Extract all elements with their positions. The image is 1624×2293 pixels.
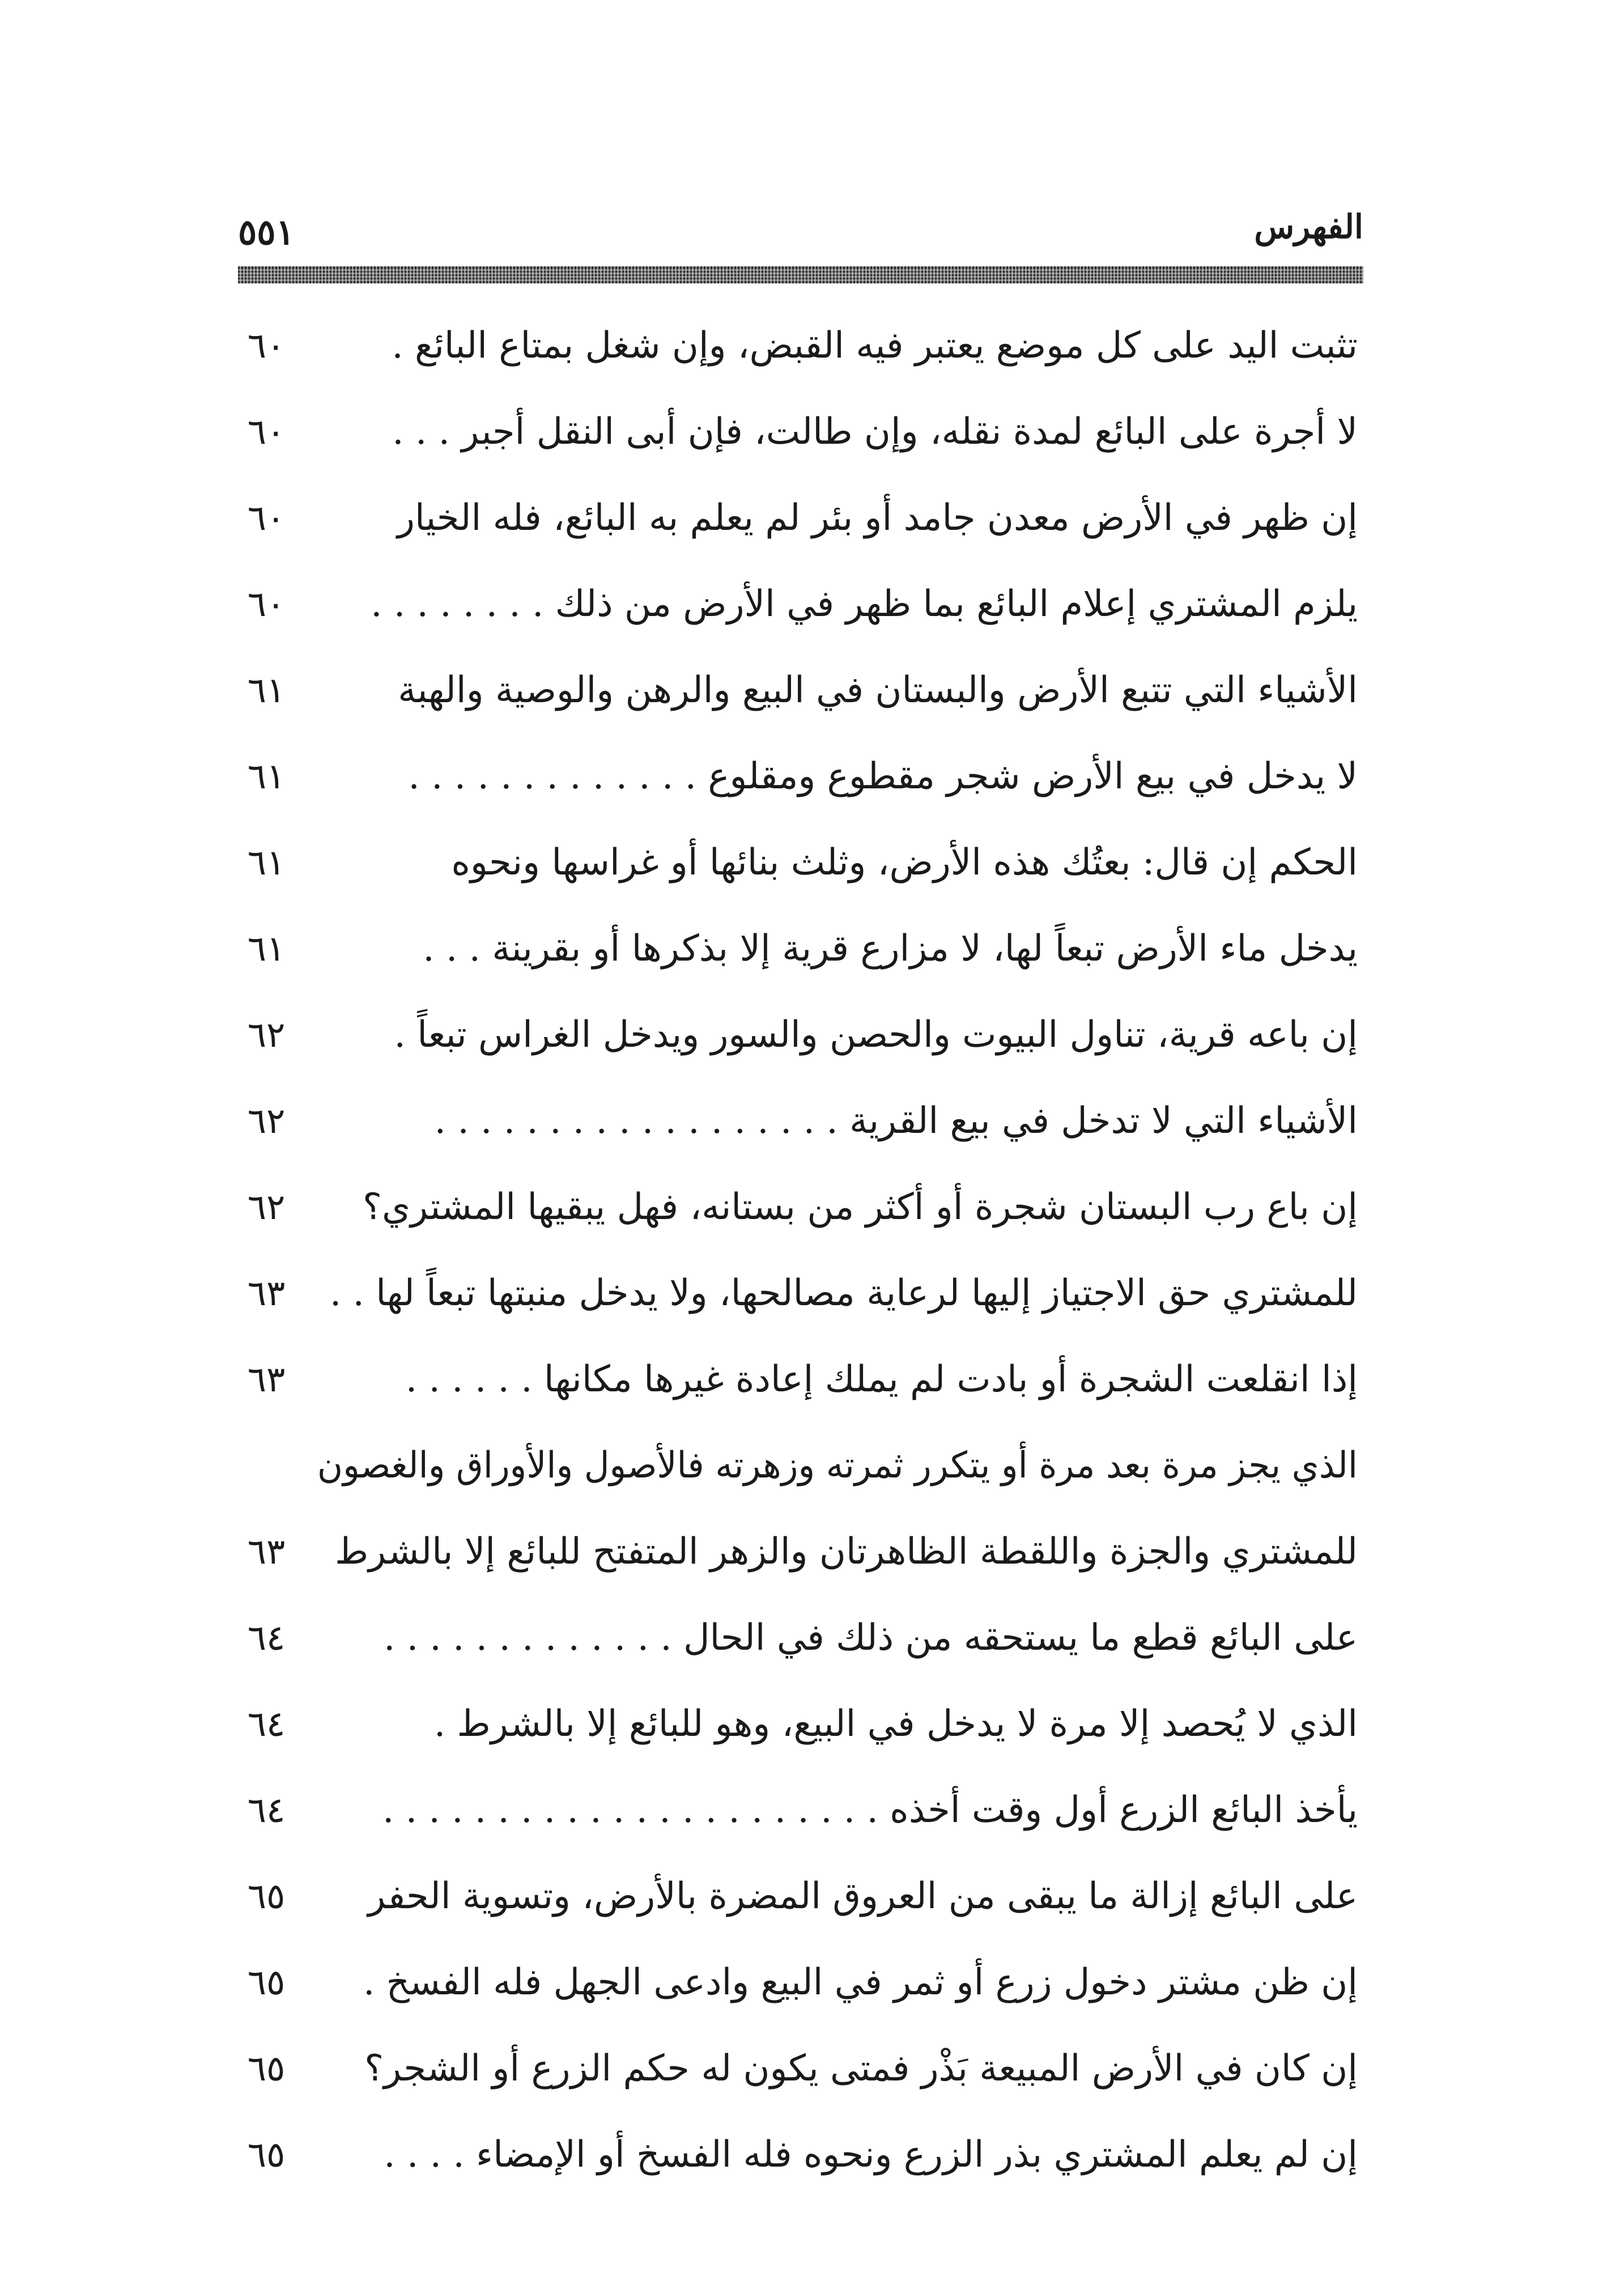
entry-text: يأخذ البائع الزرع أول وقت أخذه . . . . . . . . . . . . . . . . . . . . . . (382, 1789, 1358, 1831)
index-entry (232, 1768, 1358, 1854)
entry-text: للمشتري حق الاجتياز إليها لرعاية مصالحها، ولا يدخل منبتها تبعاً لها . . (329, 1272, 1358, 1314)
index-entry (232, 1595, 1358, 1681)
index-entry (232, 734, 1358, 820)
running-title: الفهرس (1254, 207, 1363, 246)
entry-page-number: ٦٣ (247, 1272, 286, 1314)
entry-page-number: ٦٢ (247, 1186, 286, 1228)
page-header (238, 201, 1363, 264)
entry-page-number: ٦١ (247, 928, 286, 969)
entry-page-number: ٦٠ (247, 497, 286, 538)
page-number: ٥٥١ (238, 211, 295, 253)
entry-text: للمشتري والجزة واللقطة الظاهرتان والزهر المتفتح للبائع إلا بالشرط (334, 1531, 1358, 1573)
index-entry (232, 389, 1358, 475)
entry-text: إذا انقلعت الشجرة أو بادت لم يملك إعادة غيرها مكانها . . . . . . (405, 1358, 1358, 1400)
index-entry (232, 475, 1358, 562)
entry-text: إن باعه قرية، تناول البيوت والحصن والسور ويدخل الغراس تبعاً . (394, 1014, 1358, 1056)
entry-text: لا أجرة على البائع لمدة نقله، وإن طالت، فإن أبى النقل أجبر . . . (392, 411, 1358, 453)
entry-text: إن ظن مشتر دخول زرع أو ثمر في البيع وادعى الجهل فله الفسخ . (363, 1961, 1358, 2003)
index-entry (232, 1509, 1358, 1595)
entry-page-number: ٦٠ (247, 411, 286, 452)
entry-text: الذي لا يُحصد إلا مرة لا يدخل في البيع، وهو للبائع إلا بالشرط . (433, 1703, 1358, 1745)
entry-page-number: ٦٤ (247, 1789, 286, 1831)
index-entry (232, 2026, 1358, 2112)
entry-page-number: ٦٤ (247, 1617, 286, 1658)
entry-text: يلزم المشتري إعلام البائع بما ظهر في الأرض من ذلك . . . . . . . . (371, 583, 1358, 625)
index-entry (232, 562, 1358, 648)
entry-page-number: ٦٥ (247, 1875, 286, 1917)
entry-text: الذي يجز مرة بعد مرة أو يتكرر ثمرته وزهرته فالأصول والأوراق والغصون (317, 1445, 1358, 1487)
entry-text: إن ظهر في الأرض معدن جامد أو بئر لم يعلم به البائع، فله الخيار (397, 497, 1358, 539)
index-entry (232, 1251, 1358, 1337)
entry-text: على البائع قطع ما يستحقه من ذلك في الحال . . . . . . . . . . . . . (384, 1617, 1358, 1659)
index-entry (232, 1854, 1358, 1940)
entry-page-number: ٦١ (247, 755, 286, 797)
entry-page-number: ٦٢ (247, 1100, 286, 1141)
entry-page-number: ٦٣ (247, 1531, 286, 1572)
index-list (232, 303, 1358, 2198)
entry-text: لا يدخل في بيع الأرض شجر مقطوع ومقلوع . . . . . . . . . . . . . (408, 755, 1358, 797)
index-entry (232, 1681, 1358, 1768)
entry-text: إن لم يعلم المشتري بذر الزرع ونحوه فله الفسخ أو الإمضاء . . . . (384, 2134, 1358, 2176)
entry-page-number: ٦١ (247, 842, 286, 883)
entry-page-number: ٦٢ (247, 1014, 286, 1055)
entry-page-number: ٦٣ (247, 1358, 286, 1400)
entry-page-number: ٦٠ (247, 583, 286, 625)
index-entry (232, 1423, 1358, 1509)
entry-page-number: ٦١ (247, 669, 286, 711)
entry-text: الأشياء التي تتبع الأرض والبستان في البيع والرهن والوصية والهبة (398, 669, 1358, 711)
index-entry (232, 1940, 1358, 2026)
entry-text: تثبت اليد على كل موضع يعتبر فيه القبض، وإن شغل بمتاع البائع . (392, 325, 1358, 367)
index-entry (232, 648, 1358, 734)
entry-text: إن باع رب البستان شجرة أو أكثر من بستانه، فهل يبقيها المشتري؟ (363, 1186, 1358, 1228)
entry-page-number: ٦٥ (247, 2134, 286, 2175)
index-entry (232, 1165, 1358, 1251)
entry-text: يدخل ماء الأرض تبعاً لها، لا مزارع قرية إلا بذكرها أو بقرينة . . . (423, 928, 1358, 970)
entry-text: الأشياء التي لا تدخل في بيع القرية . . . . . . . . . . . . . . . . . . (434, 1100, 1358, 1142)
index-entry (232, 992, 1358, 1078)
index-entry (232, 1078, 1358, 1165)
index-entry (232, 820, 1358, 906)
entry-page-number: ٦٠ (247, 325, 286, 366)
index-entry (232, 2112, 1358, 2198)
header-rule (238, 266, 1363, 283)
entry-page-number: ٦٤ (247, 1703, 286, 1744)
index-entry (232, 303, 1358, 389)
index-entry (232, 1337, 1358, 1423)
entry-page-number: ٦٥ (247, 1961, 286, 2003)
entry-text: إن كان في الأرض المبيعة بَذْر فمتى يكون له حكم الزرع أو الشجر؟ (364, 2048, 1358, 2090)
entry-text: على البائع إزالة ما يبقى من العروق المضرة بالأرض، وتسوية الحفر (368, 1875, 1358, 1917)
entry-text: الحكم إن قال: بعتُك هذه الأرض، وثلث بنائها أو غراسها ونحوه (451, 842, 1358, 884)
index-entry (232, 906, 1358, 992)
entry-page-number: ٦٥ (247, 2048, 286, 2089)
